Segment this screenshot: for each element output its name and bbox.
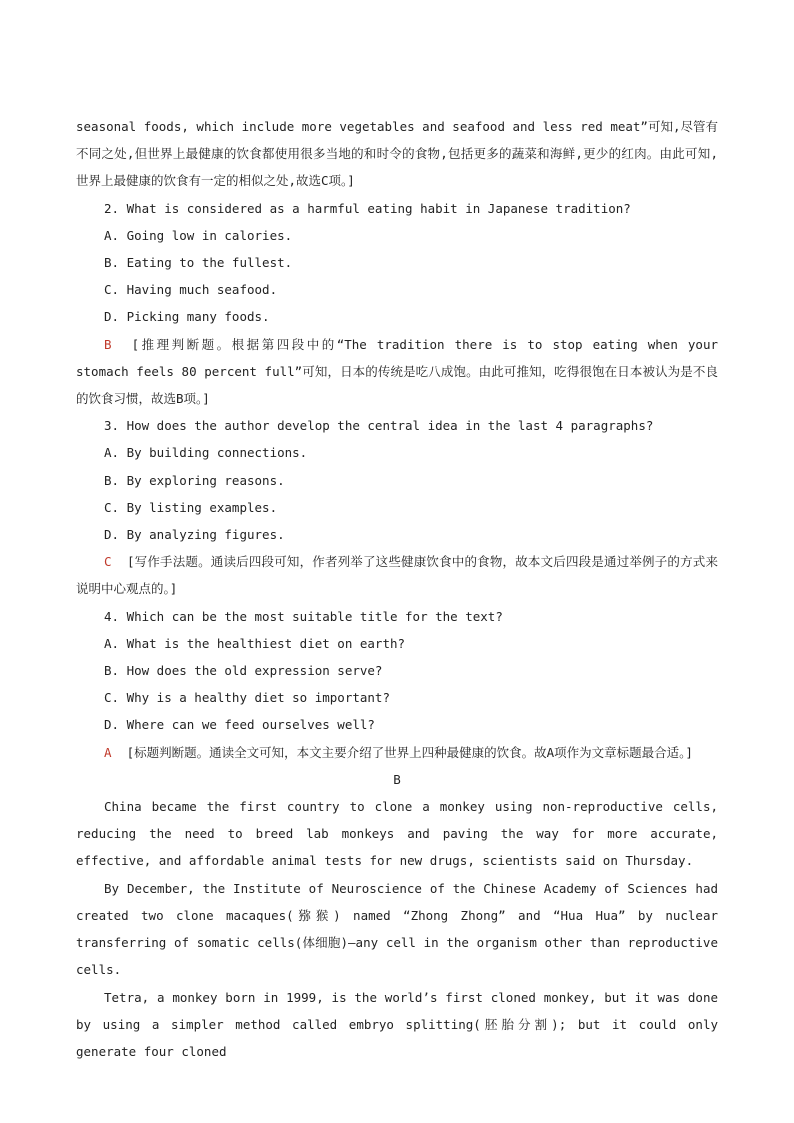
option-a: A. Going low in calories. (104, 227, 293, 243)
option-a: A. What is the healthiest diet on earth? (104, 635, 406, 651)
option-a: A. By building connections. (104, 445, 308, 461)
option-d: D. Where can we feed ourselves well? (104, 717, 375, 733)
option-b: B. How does the old expression serve? (104, 663, 383, 679)
option-d: D. Picking many foods. (104, 309, 270, 325)
explanation-text: [标题判断题。通读全文可知，本文主要介绍了世界上四种最健康的饮食。故A项作为文章标题最合适。] (126, 744, 693, 760)
question-4 (76, 603, 718, 766)
question-2 (76, 195, 718, 413)
option-d: D. By analyzing figures. (104, 527, 285, 543)
option-c: C. Having much seafood. (104, 282, 278, 298)
document-page (76, 113, 718, 1065)
answer-letter: C (104, 554, 112, 570)
answer-explanation (76, 331, 718, 413)
option-b: B. By exploring reasons. (104, 472, 285, 488)
passage-paragraph: Tetra, a monkey born in 1999, is the world’s first cloned monkey, but it was done by using a simpler method called embryo splitting(胚胎分割); but it could only generate four cloned (76, 989, 718, 1059)
option-c: C. Why is a healthy diet so important? (104, 690, 390, 706)
question-stem: 3. How does the author develop the central idea in the last 4 paragraphs? (104, 418, 654, 434)
question-3 (76, 412, 718, 602)
explanation-text: [写作手法题。通读后四段可知，作者列举了这些健康饮食中的食物，故本文后四段是通过举例子的方式来说明中心观点的。] (76, 554, 718, 597)
section-b (76, 766, 718, 1065)
passage-paragraph: By December, the Institute of Neuroscience of the Chinese Academy of Sciences had created two clone macaques(猕猴) named “Zhong Zhong” and “Hua Hua” by nuclear transferring of somatic cells(体细胞)—any cell in the organism other than reproductive cells. (76, 880, 718, 978)
answer-letter: B (104, 336, 112, 352)
option-c: C. By listing examples. (104, 499, 278, 515)
answer-explanation (76, 548, 718, 602)
question-stem: 2. What is considered as a harmful eating habit in Japanese tradition? (104, 200, 631, 216)
passage-paragraph: China became the first country to clone a monkey using non-reproductive cells, reducing the need to breed lab monkeys and paving the way for more accurate, effective, and affordable animal tests for new drugs, scientists said on Thursday. (76, 799, 718, 869)
question-stem: 4. Which can be the most suitable title for the text? (104, 608, 503, 624)
intro-continuation: seasonal foods, which include more vegetables and seafood and less red meat”可知,尽管有不同之处,但世界上最健康的饮食都使用很多当地的和时令的食物,包括更多的蔬菜和海鲜,更少的红肉。由此可知,世界上最健康的饮食有一定的相似之处,故选C项。] (76, 119, 718, 189)
option-b: B. Eating to the fullest. (104, 255, 293, 271)
answer-explanation (76, 739, 718, 766)
answer-letter: A (104, 744, 112, 760)
explanation-text: [推理判断题。根据第四段中的“The tradition there is to stop eating when your stomach feels 80 percent full”可知，日本的传统是吃八成饱。由此可推知，吃得很饱在日本被认为是不良的饮食习惯，故选B项。] (76, 336, 718, 407)
section-heading: B (393, 771, 401, 787)
